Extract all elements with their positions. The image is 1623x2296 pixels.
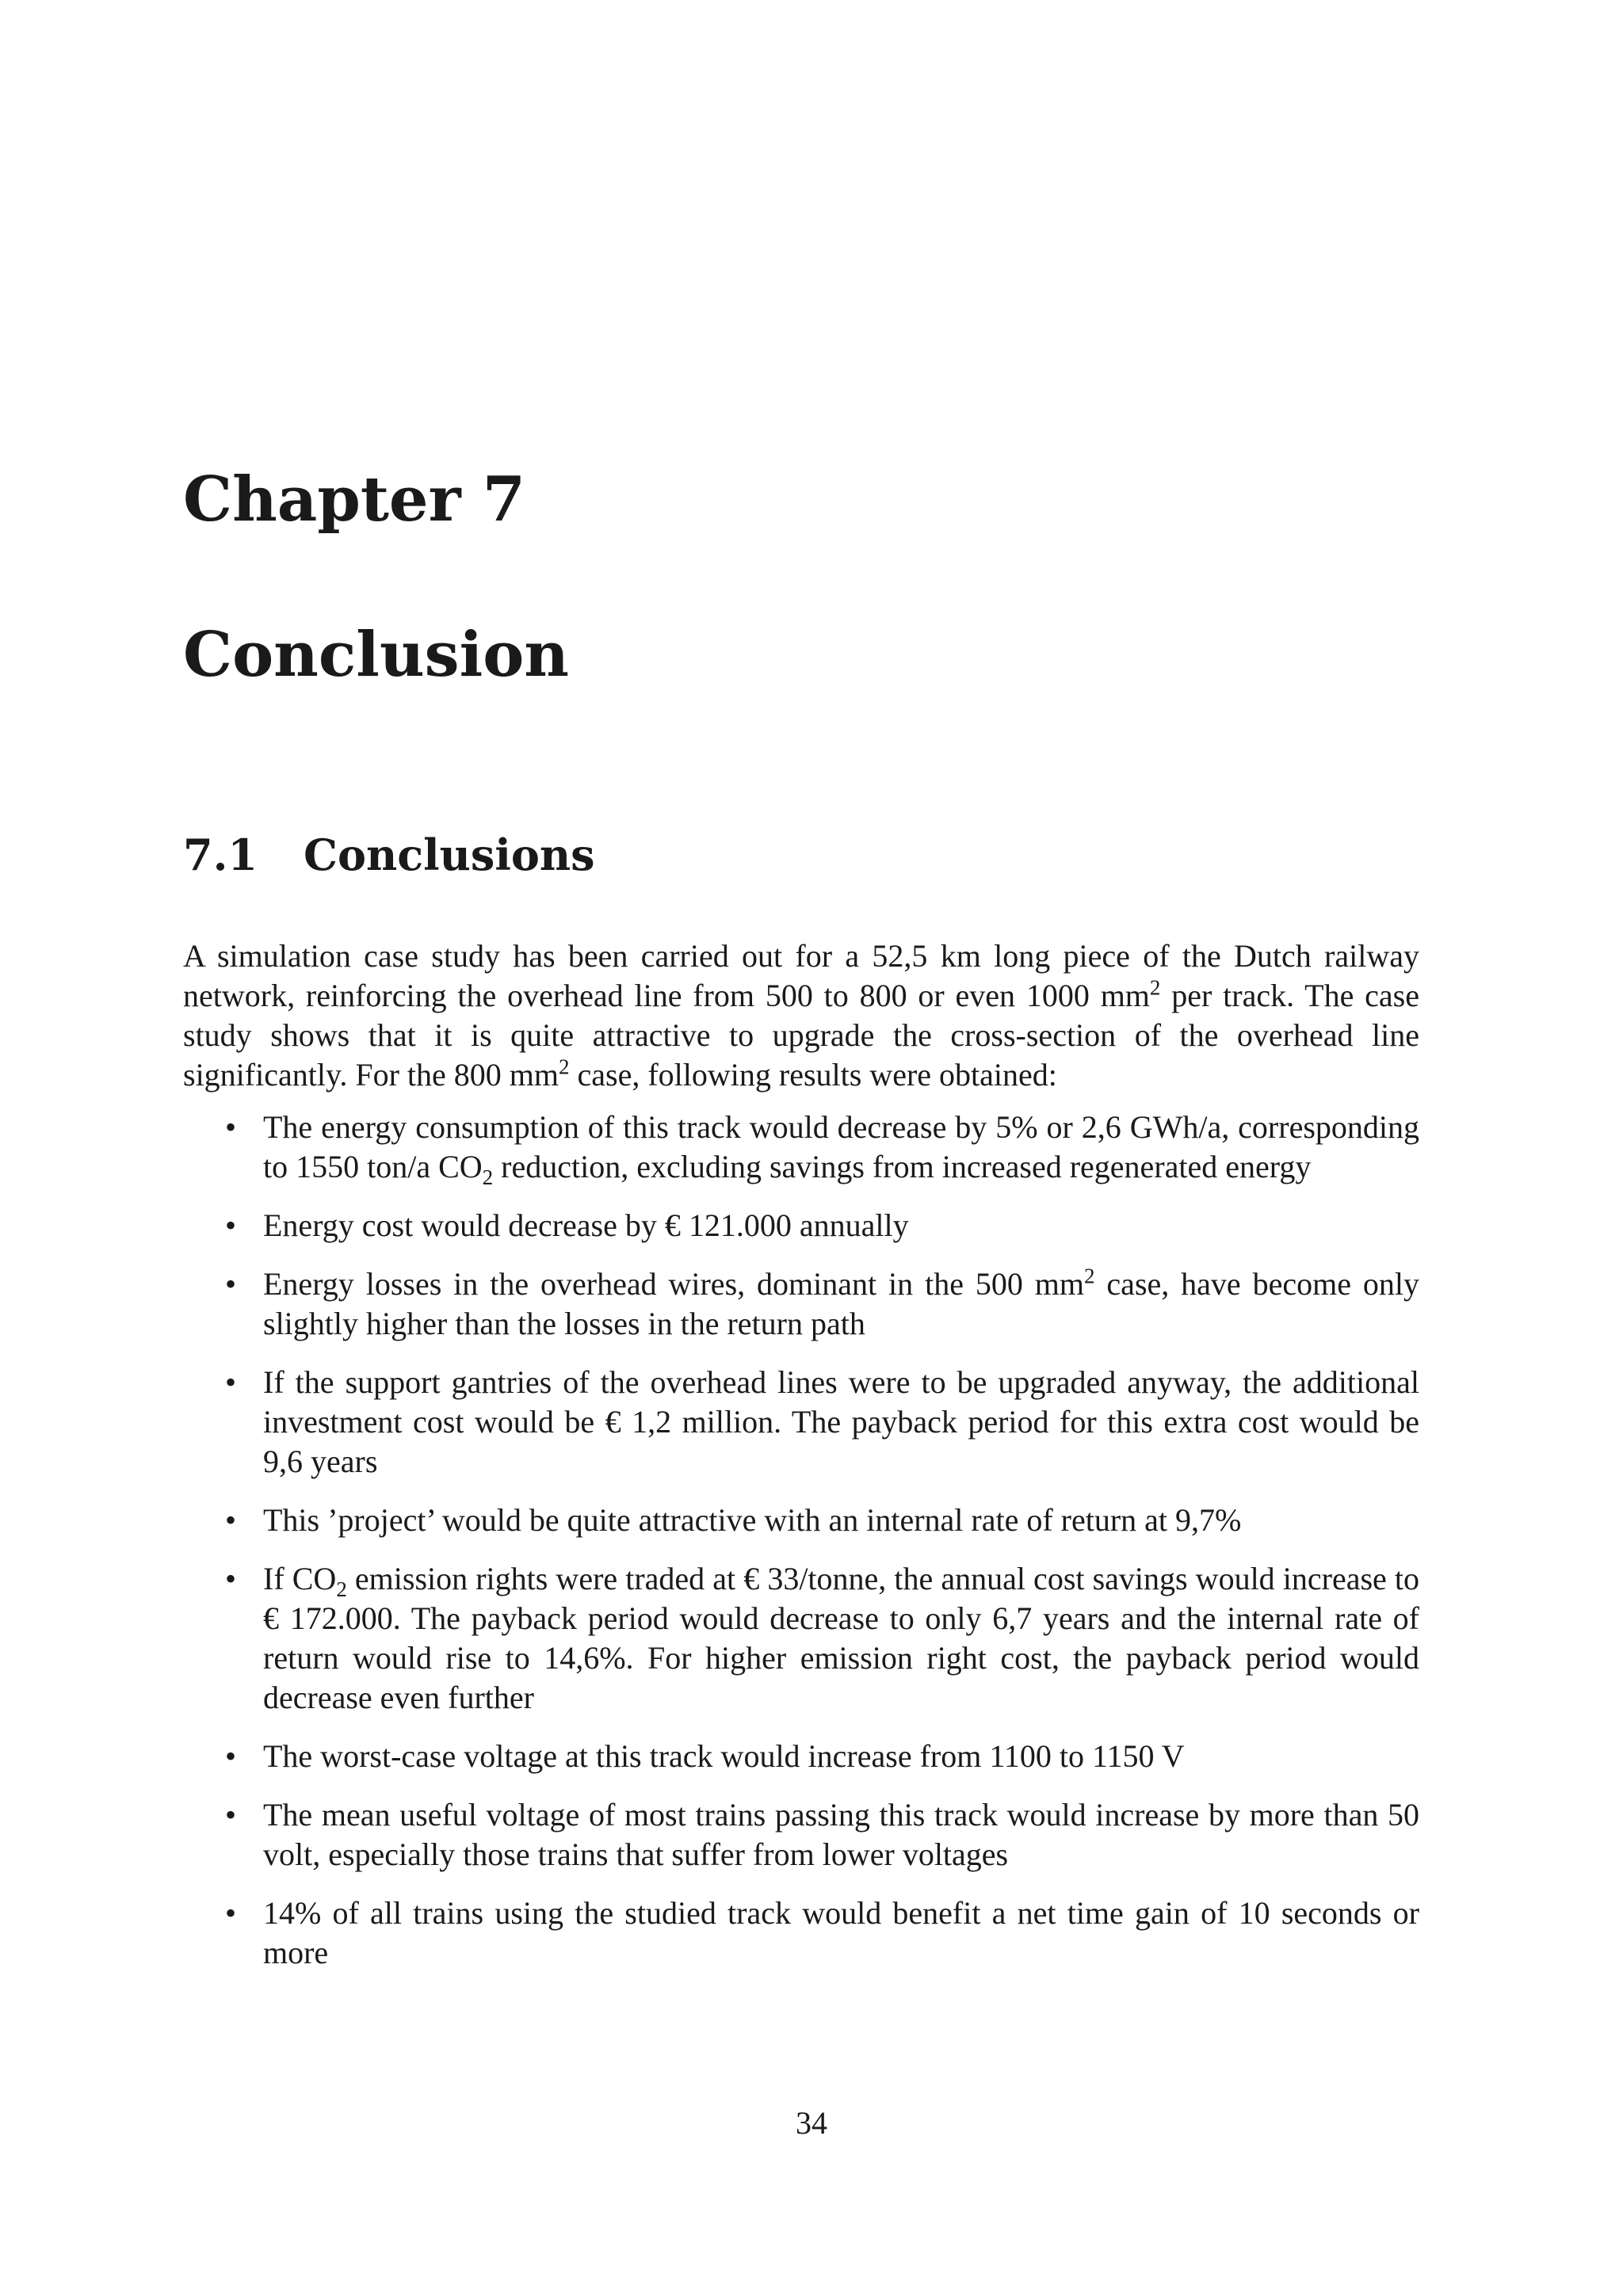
list-item-text: The mean useful voltage of most trains passing this track would increase by more than 50 volt, especially those trains that suffer from lower voltages (263, 1797, 1419, 1872)
list-item-text: emission rights were traded at € 33/tonne, the annual cost savings would increase to € 172.000. The payback period would decrease to only 6,7 years and the internal rate of return would rise to 14,6%. For higher emission right cost, the payback period would decrease even further (263, 1561, 1419, 1715)
bullet-icon: • (225, 1109, 237, 1145)
list-item-text: The worst-case voltage at this track would increase from 1100 to 1150 V (263, 1738, 1185, 1774)
bullet-icon: • (225, 1266, 237, 1302)
list-item (183, 1108, 1419, 1187)
list-item (183, 1559, 1419, 1718)
list-item-text: This ’project’ would be quite attractive with an internal rate of return at 9,7% (263, 1502, 1242, 1538)
bullet-icon: • (225, 1502, 237, 1538)
list-item (183, 1894, 1419, 1973)
list-item-text: case, have become only slightly higher than the losses in the return path (263, 1266, 1420, 1341)
subscript: 2 (482, 1165, 494, 1189)
list-item (183, 1206, 1419, 1245)
intro-text-part: A simulation case study has been carried out for a 52,5 km long piece of the Dutch railway network, reinforcing the overhead line from 500 to 800 or even 1000 mm (183, 938, 1419, 1013)
page-number: 34 (796, 2105, 827, 2141)
subscript: 2 (336, 1577, 347, 1601)
list-item (183, 1264, 1419, 1344)
section-number: 7.1 (183, 830, 258, 880)
list-item-text: Energy losses in the overhead wires, dominant in the 500 mm (263, 1266, 1085, 1302)
bullet-icon: • (225, 1364, 237, 1400)
section-heading (183, 830, 595, 880)
list-item-text: Energy cost would decrease by € 121.000 annually (263, 1207, 909, 1243)
body-text (183, 936, 1419, 1992)
bullet-icon: • (225, 1561, 237, 1596)
bullet-icon: • (225, 1207, 237, 1243)
superscript: 2 (559, 1055, 570, 1079)
list-item-text: reduction, excluding savings from increased regenerated energy (493, 1149, 1312, 1184)
superscript: 2 (1149, 975, 1161, 1000)
intro-text-part: per track. The case study shows that it is quite attractive to upgrade the cross-section of the overhead line significantly. For the 800 mm (183, 978, 1419, 1093)
section-title: Conclusions (304, 830, 595, 880)
bullet-icon: • (225, 1797, 237, 1833)
list-item (183, 1363, 1419, 1482)
intro-paragraph (183, 936, 1419, 1095)
list-item-text: The energy consumption of this track would decrease by 5% or 2,6 GWh/a, corresponding to 1550 ton/a CO (263, 1109, 1419, 1184)
list-item-text: 14% of all trains using the studied track would benefit a net time gain of 10 seconds or more (263, 1895, 1419, 1970)
chapter-label: Chapter 7 (183, 463, 526, 536)
results-list (183, 1108, 1419, 1973)
list-item-text: If the support gantries of the overhead lines were to be upgraded anyway, the additional investment cost would be € 1,2 million. The payback period for this extra cost would be 9,6 years (263, 1364, 1419, 1479)
list-item-text: If CO (263, 1561, 337, 1596)
chapter-title: Conclusion (183, 619, 569, 691)
list-item (183, 1795, 1419, 1875)
bullet-icon: • (225, 1738, 237, 1774)
intro-text-part: case, following results were obtained: (569, 1057, 1057, 1093)
list-item (183, 1737, 1419, 1776)
bullet-icon: • (225, 1895, 237, 1931)
superscript: 2 (1084, 1264, 1095, 1288)
list-item (183, 1501, 1419, 1540)
